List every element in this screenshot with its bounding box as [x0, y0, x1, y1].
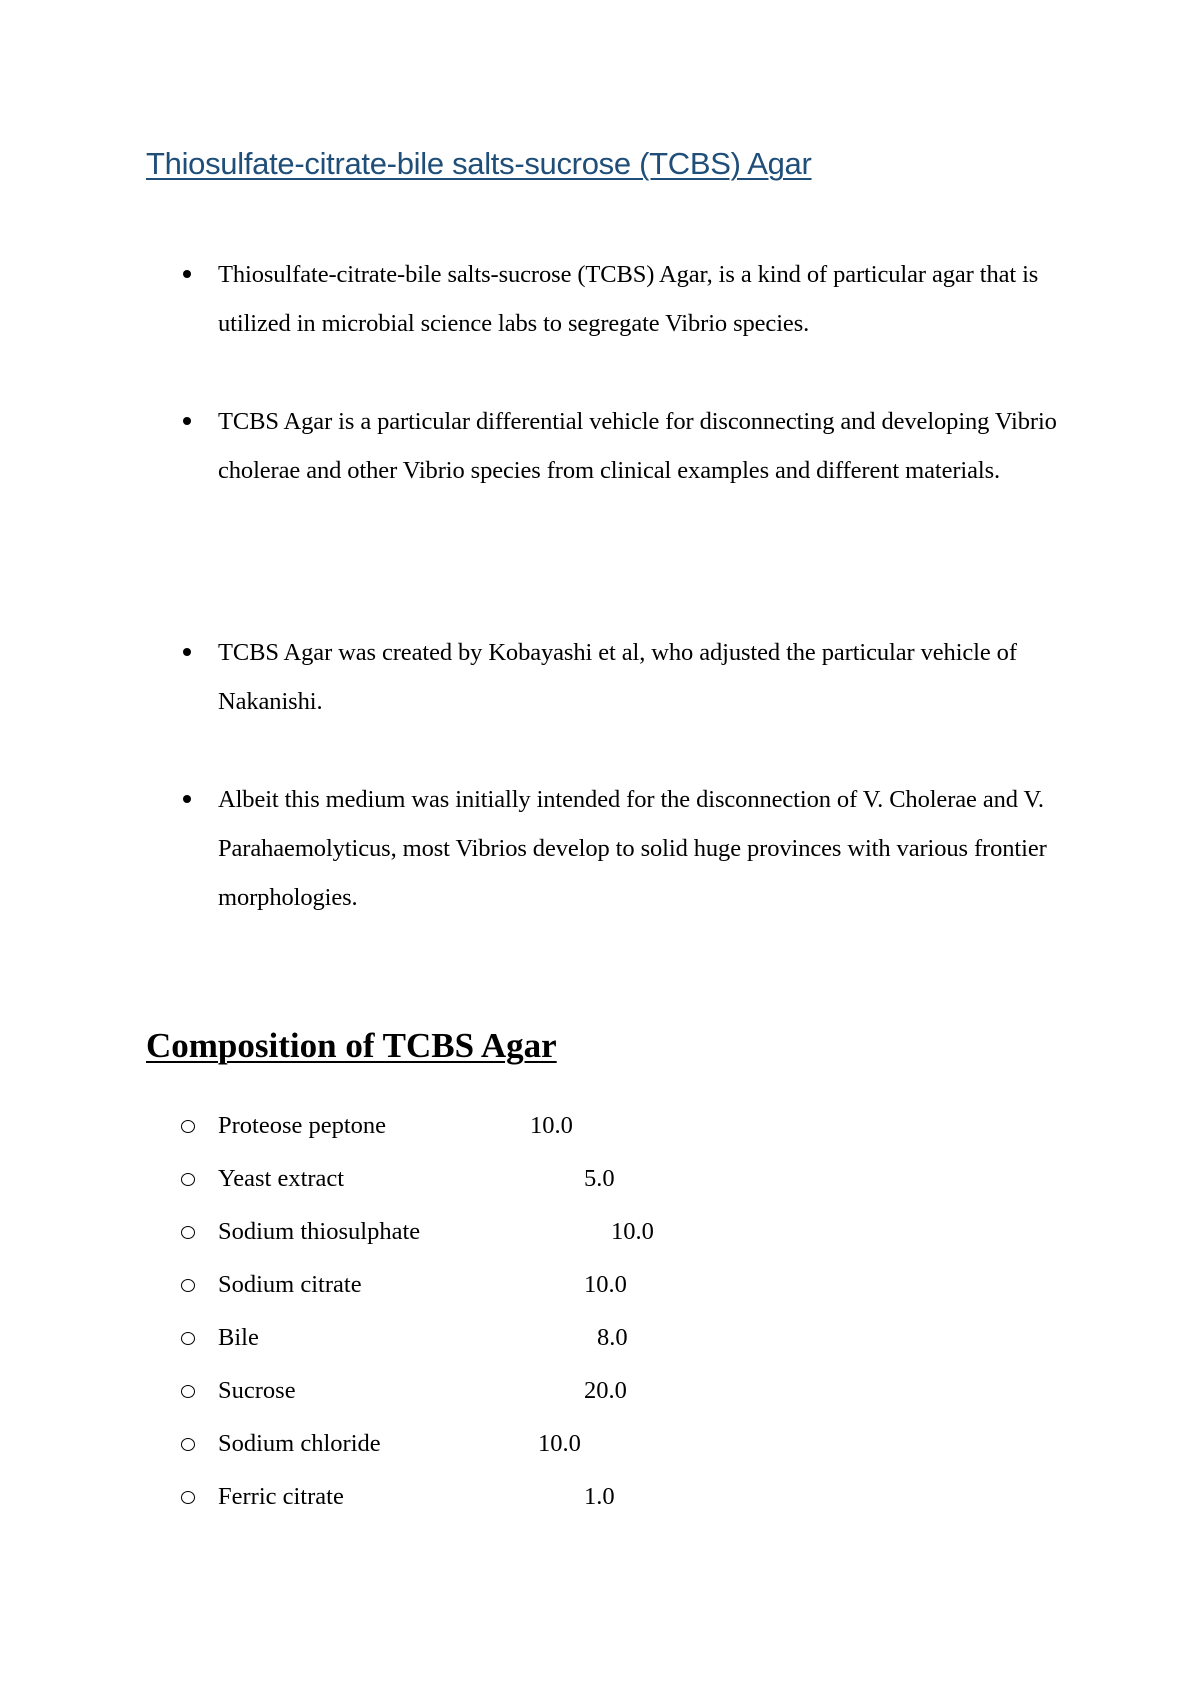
circle-bullet-icon — [181, 1226, 195, 1239]
ingredient-name: Sucrose — [218, 1377, 296, 1404]
composition-item — [0, 1163, 1200, 1199]
ingredient-amount: 10.0 — [611, 1218, 654, 1245]
composition-item — [0, 1375, 1200, 1411]
composition-item — [0, 1269, 1200, 1305]
bullet-text: TCBS Agar is a particular differential vehicle for disconnecting and developing Vibrio cholerae and other Vibrio species from clinical examples and different materials. — [218, 408, 1057, 484]
circle-bullet-icon — [181, 1279, 195, 1292]
ingredient-name: Sodium thiosulphate — [218, 1218, 421, 1245]
ingredient-name: Proteose peptone — [218, 1112, 387, 1139]
composition-item — [0, 1322, 1200, 1358]
circle-bullet-icon — [181, 1491, 195, 1504]
circle-bullet-icon — [181, 1385, 195, 1398]
bullet-text: Thiosulfate-citrate-bile salts-sucrose (TCBS) Agar, is a kind of particular agar that is utilized in microbial science labs to segregate Vibrio species. — [218, 261, 1039, 337]
ingredient-amount: 5.0 — [584, 1165, 615, 1192]
ingredient-amount: 10.0 — [530, 1112, 573, 1139]
composition-item — [0, 1481, 1200, 1517]
circle-bullet-icon — [181, 1173, 195, 1186]
ingredient-amount: 8.0 — [597, 1324, 628, 1351]
ingredient-amount: 20.0 — [584, 1377, 627, 1404]
ingredient-name: Bile — [218, 1324, 259, 1351]
ingredient-name: Yeast extract — [218, 1165, 345, 1192]
bullet-text: TCBS Agar was created by Kobayashi et al, who adjusted the particular vehicle of Nakanishi. — [218, 639, 1017, 715]
ingredient-amount: 1.0 — [584, 1483, 615, 1510]
bullet-dot-icon — [183, 417, 191, 425]
ingredient-name: Ferric citrate — [218, 1483, 344, 1510]
document-title: Thiosulfate-citrate-bile salts-sucrose (TCBS) Agar — [146, 146, 812, 181]
ingredient-amount: 10.0 — [584, 1271, 627, 1298]
ingredient-name: Sodium citrate — [218, 1271, 362, 1298]
composition-item — [0, 1428, 1200, 1464]
bullet-text: Albeit this medium was initially intended for the disconnection of V. Cholerae and V. Parahaemolyticus, most Vibrios develop to solid huge provinces with various frontier morphologies. — [218, 786, 1047, 911]
circle-bullet-icon — [181, 1332, 195, 1345]
circle-bullet-icon — [181, 1120, 195, 1133]
bullet-dot-icon — [183, 648, 191, 656]
ingredient-amount: 10.0 — [538, 1430, 581, 1457]
composition-item — [0, 1216, 1200, 1252]
bullet-dot-icon — [183, 795, 191, 803]
composition-item — [0, 1110, 1200, 1146]
composition-heading: Composition of TCBS Agar — [146, 1026, 557, 1065]
ingredient-name: Sodium chloride — [218, 1430, 381, 1457]
bullet-dot-icon — [183, 270, 191, 278]
circle-bullet-icon — [181, 1438, 195, 1451]
